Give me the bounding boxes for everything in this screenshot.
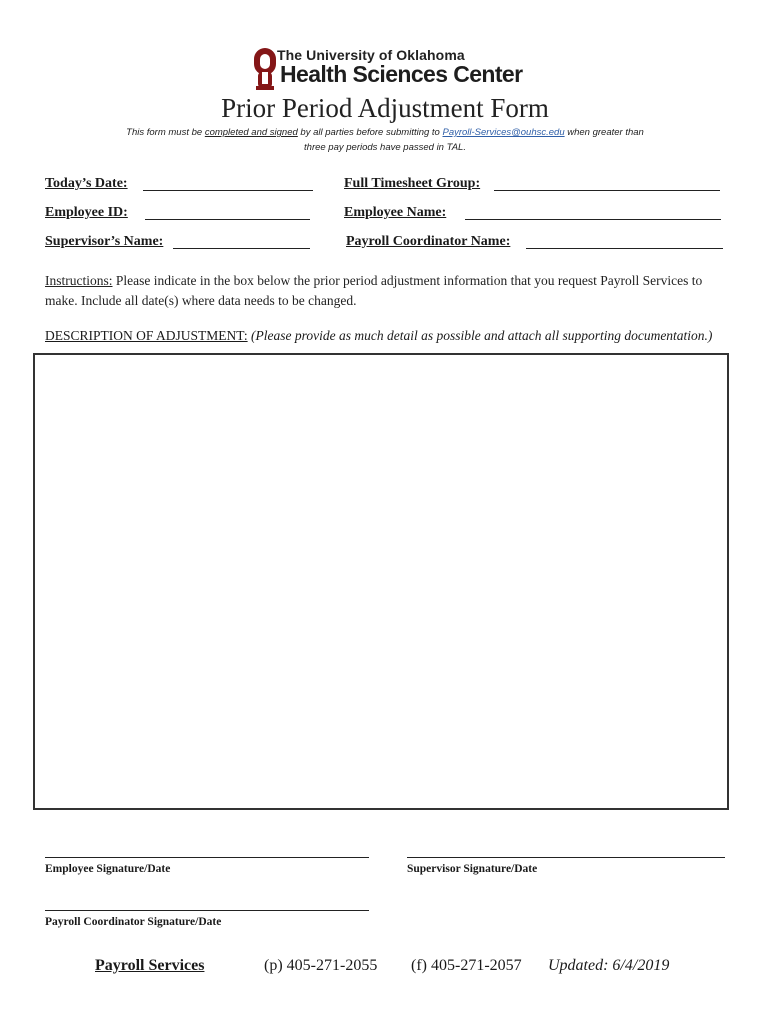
employee-name-label: Employee Name: (344, 205, 447, 220)
supervisors-name-field[interactable] (173, 248, 310, 249)
employee-id-field[interactable] (145, 219, 310, 220)
full-timesheet-group-field[interactable] (494, 190, 720, 191)
supervisors-name-label: Supervisor’s Name: (45, 234, 164, 249)
todays-date-field[interactable] (143, 190, 313, 191)
employee-signature-line[interactable] (45, 857, 369, 858)
employee-name-field[interactable] (465, 219, 721, 220)
footer-fax: (f) 405-271-2057 (411, 957, 522, 974)
ou-monogram-icon (253, 48, 277, 90)
description-note: (Please provide as much detail as possible and attach all supporting documentation.) (250, 328, 713, 343)
ouhsc-logo (253, 46, 523, 92)
description-textarea[interactable] (33, 353, 729, 810)
description-heading (45, 328, 745, 344)
todays-date-label: Today’s Date: (45, 176, 128, 191)
employee-id-label: Employee ID: (45, 205, 128, 220)
payroll-coordinator-name-field[interactable] (526, 248, 723, 249)
instructions-text: Please indicate in the box below the prior period adjustment information that you request Payroll Services to make. Include all date(s) where data needs to be changed. (45, 273, 703, 308)
payroll-coordinator-name-label: Payroll Coordinator Name: (346, 234, 511, 249)
footer-updated: Updated: 6/4/2019 (548, 957, 670, 974)
logo-center-name: Health Sciences Center (280, 61, 523, 87)
supervisor-signature-label: Supervisor Signature/Date (407, 863, 538, 875)
submission-note-line2: three pay periods have passed in TAL. (304, 142, 466, 153)
logo-university-name: The University of Oklahoma (277, 47, 465, 63)
instructions-label: Instructions: (45, 273, 113, 288)
payroll-coordinator-signature-label: Payroll Coordinator Signature/Date (45, 916, 222, 928)
payroll-coordinator-signature-line[interactable] (45, 910, 369, 911)
form-title: Prior Period Adjustment Form (221, 93, 549, 123)
supervisor-signature-line[interactable] (407, 857, 725, 858)
submission-note: This form must be completed and signed by all parties before submitting to Payroll-Services@ouhsc.edu when greater than (126, 127, 644, 138)
employee-signature-label: Employee Signature/Date (45, 863, 171, 875)
instructions (45, 271, 735, 311)
footer-phone: (p) 405-271-2055 (264, 957, 378, 974)
payroll-email-link[interactable]: Payroll-Services@ouhsc.edu (442, 127, 565, 138)
footer-department: Payroll Services (95, 957, 205, 974)
full-timesheet-group-label: Full Timesheet Group: (344, 176, 481, 191)
description-label: DESCRIPTION OF ADJUSTMENT: (45, 328, 248, 343)
note-emphasis: completed and signed (204, 127, 298, 138)
